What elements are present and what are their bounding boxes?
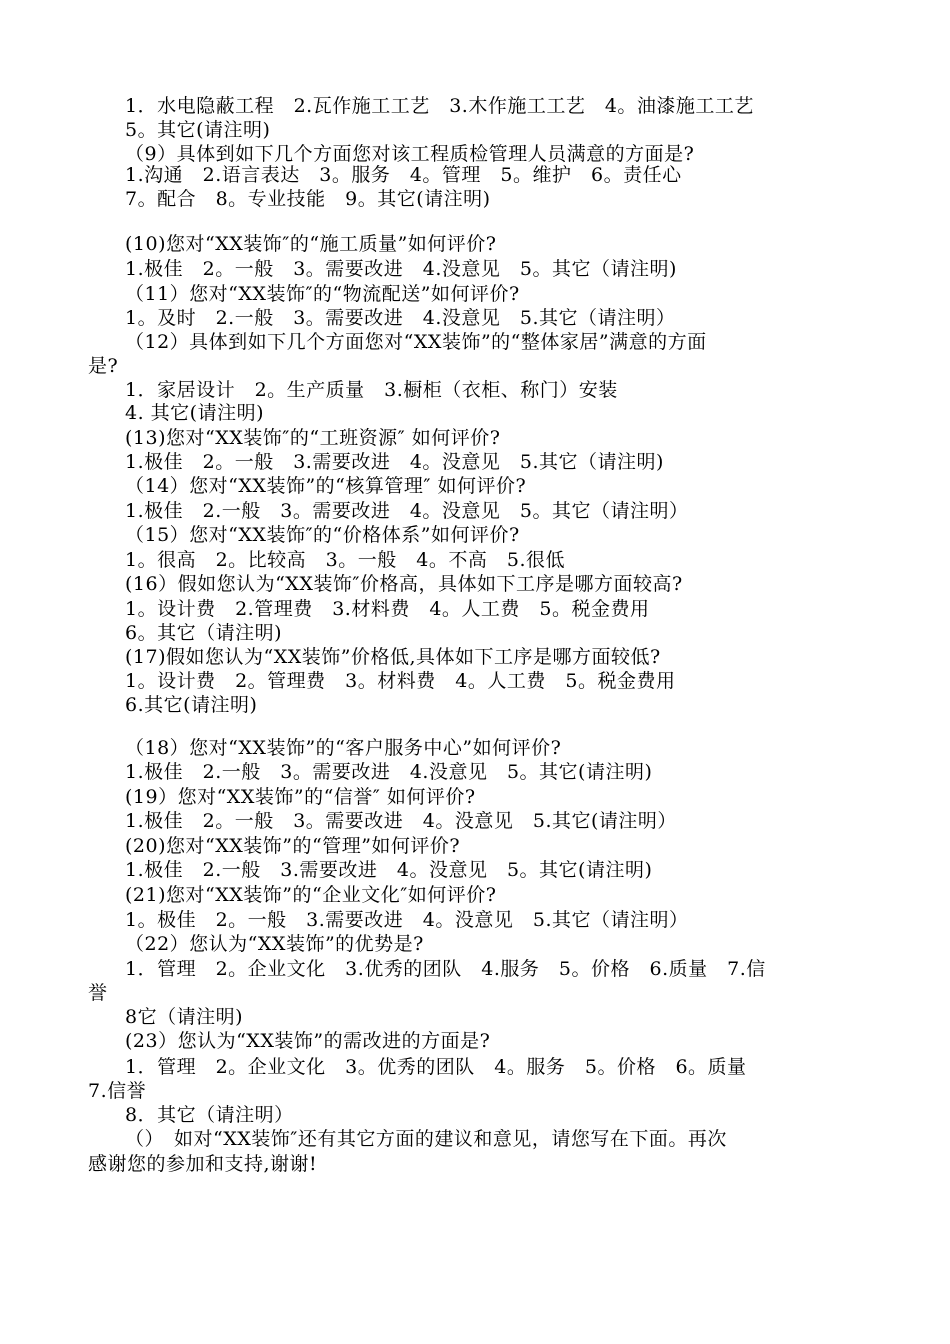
text-line: 1．家居设计 2。生产质量 3.橱柜（衣柜、称门）安装: [125, 379, 618, 401]
text-line: 1.极佳 2。一般 3。需要改进 4.没意见 5。其它（请注明): [125, 258, 677, 280]
text-line: 1.沟通 2.语言表达 3。服务 4。管理 5。维护 6。责任心: [125, 164, 682, 186]
text-line: 1.极佳 2.一般 3。需要改进 4.没意见 5。其它(请注明): [125, 761, 653, 783]
text-line: 1。及时 2.一般 3。需要改进 4.没意见 5.其它（请注明）: [125, 307, 676, 329]
text-line: (10)您对“XX装饰″的“施工质量”如何评价?: [125, 233, 497, 255]
text-line: 1。极佳 2。一般 3.需要改进 4。没意见 5.其它（请注明）: [125, 909, 689, 931]
text-line: 1．管理 2。企业文化 3。优秀的团队 4。服务 5。价格 6。质量: [125, 1056, 747, 1078]
text-line: （15）您对“XX装饰″的“价格体系”如何评价?: [125, 524, 520, 546]
text-line: (21)您对“XX装饰”的“企业文化″如何评价?: [125, 884, 497, 906]
text-line: 感谢您的参加和支持,谢谢!: [88, 1153, 318, 1175]
text-line: 1.极佳 2.一般 3.需要改进 4。没意见 5。其它(请注明): [125, 859, 653, 881]
text-line: 8．其它（请注明）: [125, 1104, 294, 1126]
text-line: 1。很高 2。比较高 3。一般 4。不高 5.很低: [125, 549, 565, 571]
text-line: （18）您对“XX装饰”的“客户服务中心”如何评价?: [125, 737, 562, 759]
text-line: （11）您对“XX装饰″的“物流配送”如何评价?: [125, 283, 520, 305]
text-line: 7.信誉: [88, 1080, 147, 1102]
text-line: （） 如对“XX装饰″还有其它方面的建议和意见，请您写在下面。再次: [125, 1128, 727, 1150]
text-line: 5。其它(请注明): [125, 119, 271, 141]
text-line: （9）具体到如下几个方面您对该工程质检管理人员满意的方面是?: [125, 143, 695, 165]
text-line: (19）您对“XX装饰”的“信誉″ 如何评价?: [125, 786, 476, 808]
text-line: 是?: [88, 355, 119, 377]
text-line: 1。设计费 2.管理费 3.材料费 4。人工费 5。税金费用: [125, 598, 650, 620]
text-line: （22）您认为“XX装饰”的优势是?: [125, 933, 424, 955]
text-line: (16）假如您认为“XX装饰″价格高，具体如下工序是哪方面较高?: [125, 573, 683, 595]
text-line: 6。其它（请注明): [125, 622, 283, 644]
text-line: 1．管理 2。企业文化 3.优秀的团队 4.服务 5。价格 6.质量 7.信: [125, 958, 766, 980]
text-line: (20)您对“XX装饰”的“管理”如何评价?: [125, 835, 461, 857]
text-line: 4. 其它(请注明): [125, 402, 264, 424]
text-line: 8它（请注明): [125, 1006, 244, 1028]
text-line: 1.极佳 2。一般 3.需要改进 4。没意见 5.其它（请注明): [125, 451, 664, 473]
text-line: 1.极佳 2.一般 3。需要改进 4。没意见 5。其它（请注明）: [125, 500, 689, 522]
text-line: (17)假如您认为“XX装饰”价格低,具体如下工序是哪方面较低?: [125, 646, 661, 668]
text-line: 6.其它(请注明): [125, 694, 258, 716]
text-line: (23）您认为“XX装饰”的需改进的方面是?: [125, 1030, 491, 1052]
text-line: 1．水电隐蔽工程 2.瓦作施工工艺 3.木作施工工艺 4。油漆施工工艺: [125, 95, 754, 117]
text-line: 1.极佳 2。一般 3。需要改进 4。没意见 5.其它(请注明）: [125, 810, 677, 832]
text-line: 誉: [88, 982, 108, 1004]
text-line: (13)您对“XX装饰″的“工班资源″ 如何评价?: [125, 427, 501, 449]
text-line: 1。设计费 2。管理费 3。材料费 4。人工费 5。税金费用: [125, 670, 676, 692]
text-line: （14）您对“XX装饰”的“核算管理″ 如何评价?: [125, 475, 527, 497]
text-line: （12）具体到如下几个方面您对“XX装饰”的“整体家居”满意的方面: [125, 331, 707, 353]
text-line: 7。配合 8。专业技能 9。其它(请注明): [125, 188, 491, 210]
